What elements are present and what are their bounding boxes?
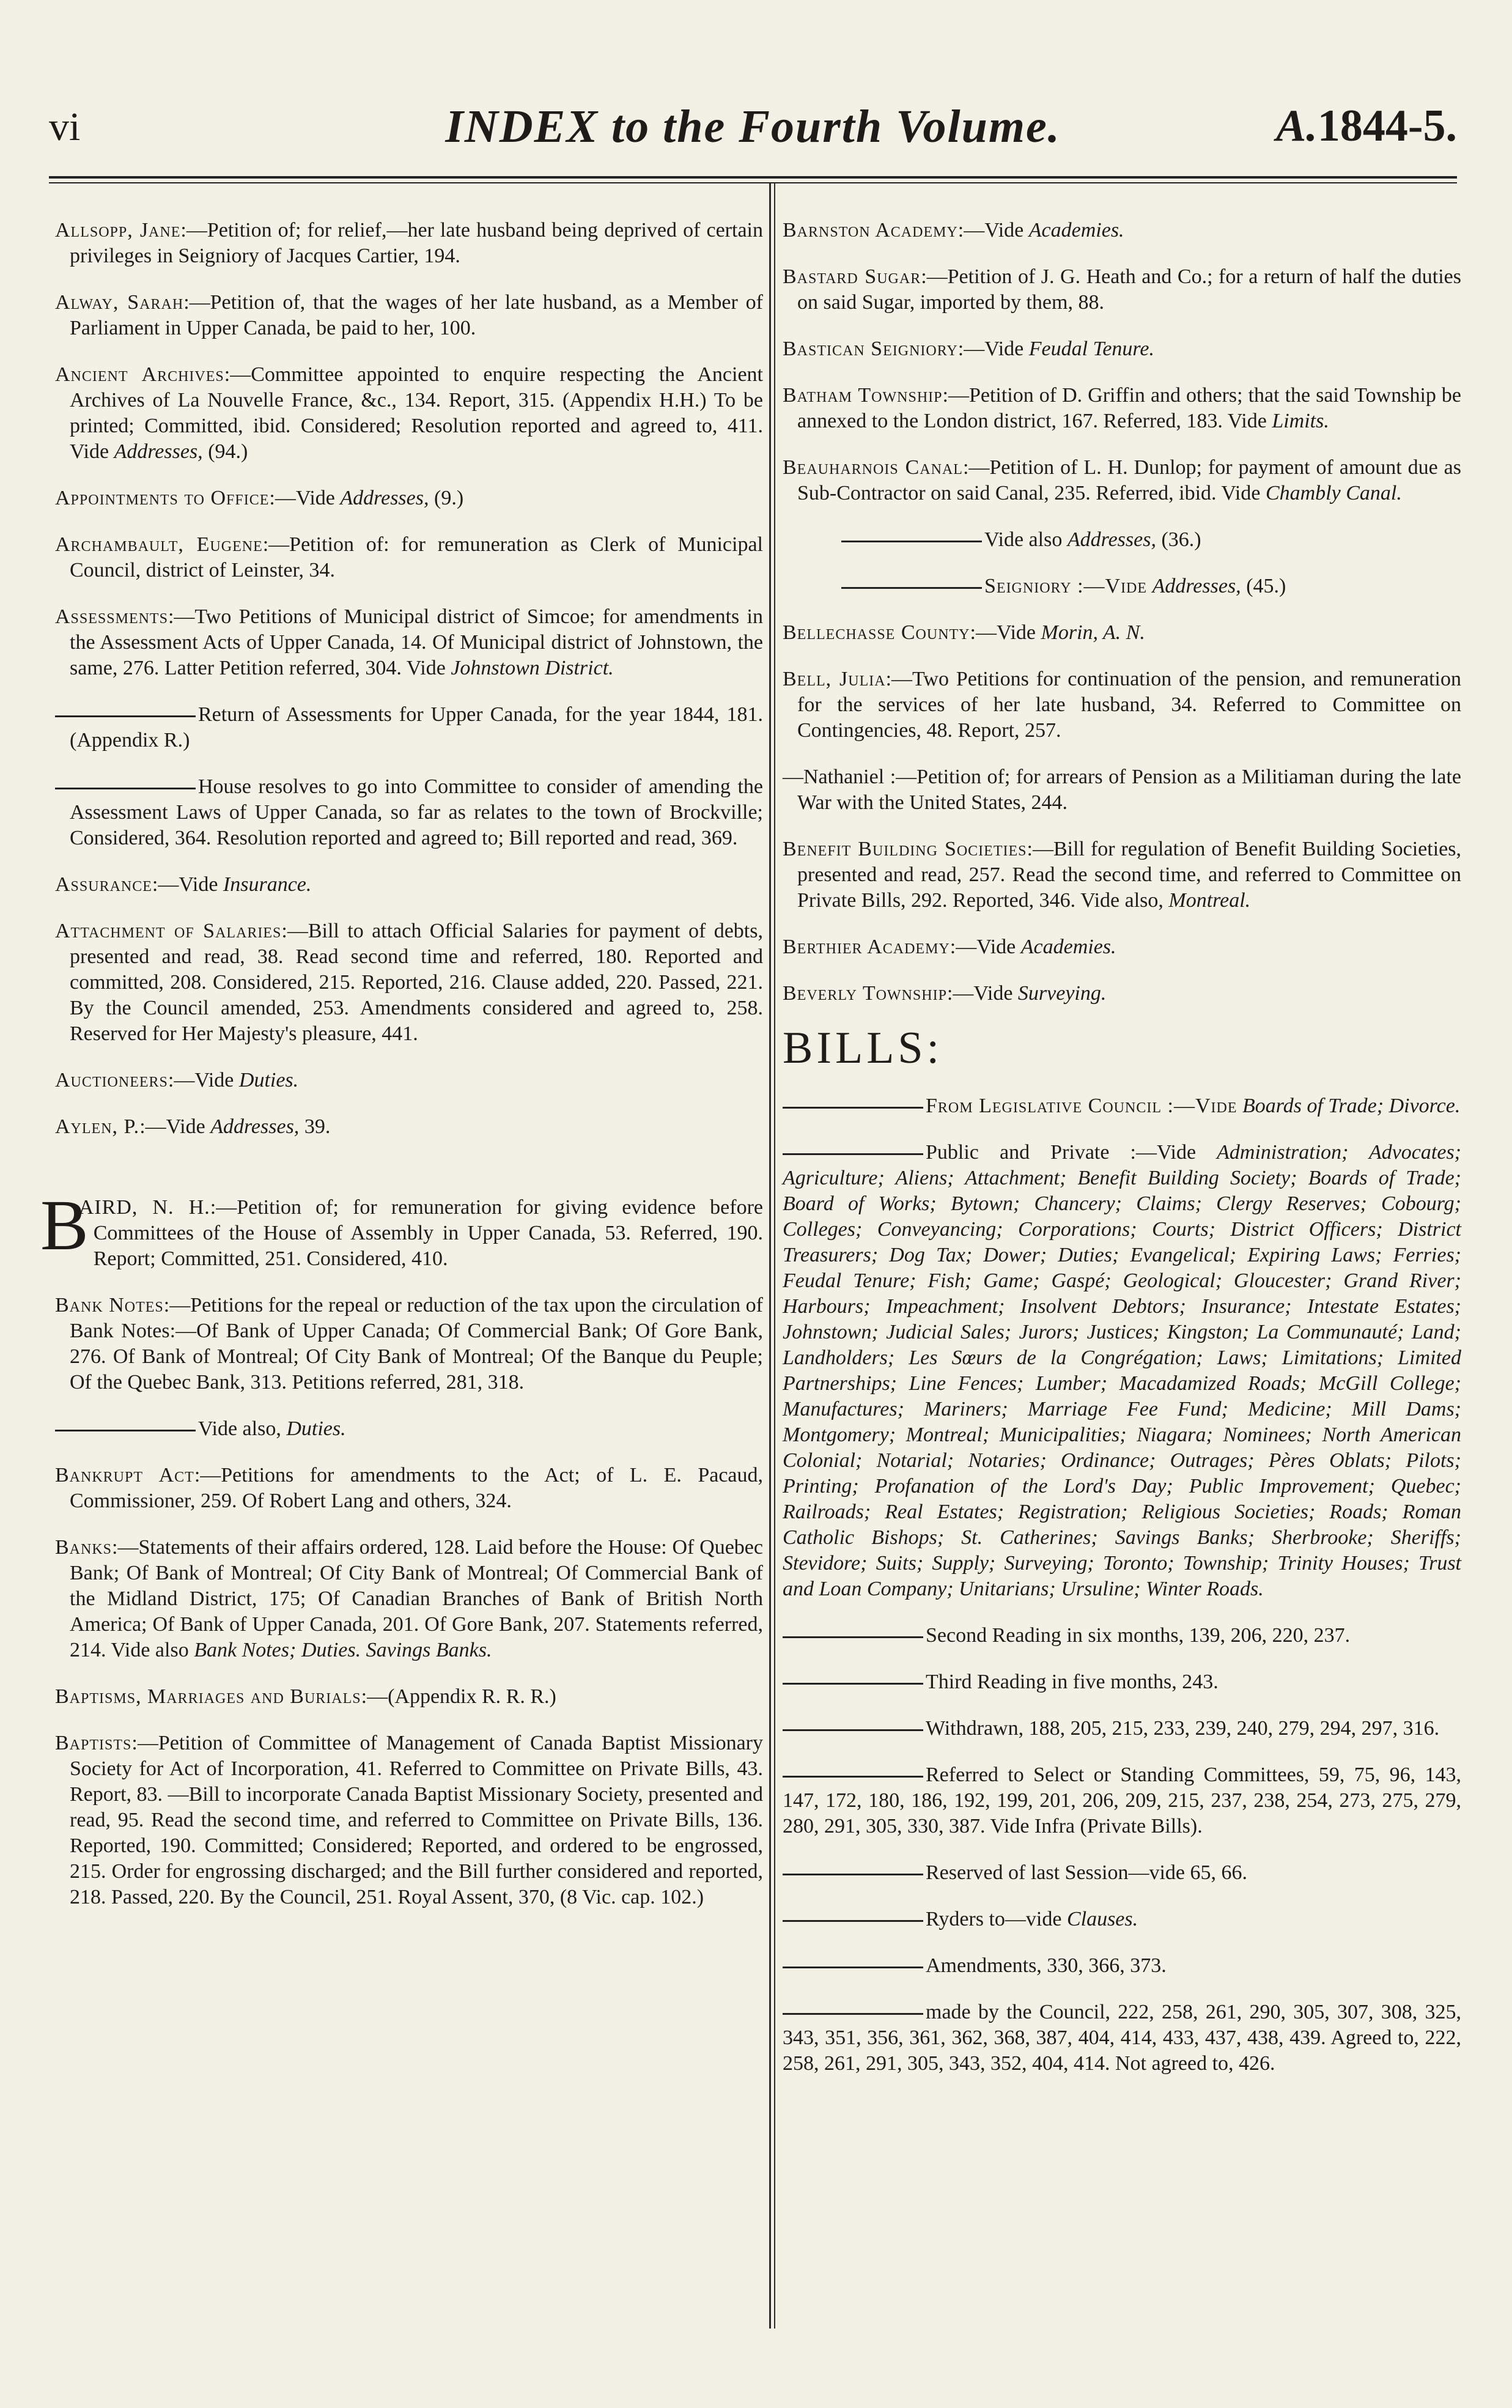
drop-cap: B (40, 1185, 89, 1265)
cross-reference: Boards of Trade; Divorce. (1242, 1095, 1461, 1117)
entry-text: :—Vide (946, 982, 1013, 1005)
entry-text: :—Vide (950, 936, 1016, 958)
entry-aylen (55, 1114, 763, 1140)
entry-bankrupt-act (55, 1463, 763, 1514)
bills-made-by-council (783, 2000, 1461, 2077)
cross-reference: Administration; Advocates; Agriculture; Aliens; Attachment; Benefit Building Society; Boards of Trade; Board of Works; Bytown; Chancery; Claims; Clergy Reserves; Cobourg; Colleges; Conveyancing; Corporations; Courts; District Officers; District Treasurers; Dog Tax; Dower; Duties; Evangelical; Expiring Laws; Ferries; Feudal Tenure; Fish; Game; Gaspé; Geological; Gloucester; Grand River; Harbours; Impeachment; Insolvent Debtors; Insurance; Intestate Estates; Johnstown; Judicial Sales; Jurors; Justices; Kingston; La Communauté; Land; Landholders; Les Sœurs de la Congrégation; Laws; Limitations; Limited Partnerships; Line Fences; Lumber; Macadamized Roads; McGill College; Manufactures; Mariners; Marriage Fee Fund; Medicine; Mill Dams; Montgomery; Montreal; Municipalities; Niagara; Nominees; North American Colonial; Notarial; Notaries; Ordinance; Outrages; Pères Oblats; Pilots; Printing; Profanation of the Lord's Day; Public Improvement; Quebec; Railroads; Real Estates; Registration; Religious Societies; Roads; Roman Catholic Bishops; St. Catherines; Savings Banks; Sherbrooke; Sheriffs; Stevidore; Suits; Supply; Surveying; Toronto; Township; Trinity Houses; Trust and Loan Company; Unitarians; Ursuline; Winter Roads. (783, 1141, 1461, 1600)
entry-text: Return of Assessments for Upper Canada, for the year 1844, 181. (Appendix R.) (70, 703, 763, 752)
bills-public-private (783, 1140, 1461, 1602)
entry-text: Vide also (984, 528, 1063, 551)
entry-assessments (55, 604, 763, 681)
entry-text: :—Petition of D. Griffin and others; that the said Township be annexed to the London district, 167. Referred, 183. Vide (797, 384, 1461, 432)
ditto-rule (55, 715, 196, 717)
cross-reference: Montreal. (1168, 889, 1251, 912)
entry-beverly (783, 981, 1461, 1006)
entry-heading: Allsopp, Jane (55, 219, 181, 242)
entry-heading: Berthier Academy (783, 936, 950, 958)
entry-appointments (55, 486, 763, 511)
entry-heading: Bell, Julia (783, 668, 886, 690)
column-divider (769, 183, 771, 2329)
entry-barnston (783, 218, 1461, 243)
entry-text: :—Bill for regulation of Benefit Building Societies, presented and read, 257. Read the second time, and referred to Committee on Private Bills, 292. Reported, 346. Vide also, (797, 838, 1461, 912)
entry-text: Third Reading in five months, 243. (926, 1671, 1219, 1693)
entry-baird (40, 1185, 763, 1272)
entry-auctioneers (55, 1068, 763, 1093)
year-value: 1844-5. (1317, 101, 1457, 151)
entry-text: Referred to Select or Standing Committees, 59, 75, 96, 143, 147, 172, 180, 186, 192, 199, 201, 206, 209, 215, 237, 238, 254, 273, 275, 279, 280, 291, 305, 330, 387. Vide Infra (Private Bills). (783, 1764, 1461, 1837)
entry-heading: Bankrupt Act (55, 1464, 194, 1487)
entry-text: :—Vide (957, 219, 1024, 242)
entry-text: Ryders to—vide (926, 1908, 1062, 1930)
entry-text: :—Committee appointed to enquire respecting the Ancient Archives of La Nouvelle France, &c., 134. Report, 315. (Appendix H.H.) To be printed; Committed, ibid. Considered; Resolution reported and agreed to, 411. Vide (70, 363, 763, 463)
ditto-rule (783, 1683, 923, 1685)
entry-assurance (55, 872, 763, 898)
column-divider-inner (774, 183, 775, 2329)
ditto-rule (783, 1920, 923, 1922)
ditto-rule (783, 2013, 923, 2015)
cross-reference: Limits. (1272, 410, 1329, 432)
ditto-rule (841, 541, 982, 542)
entry-text: House resolves to go into Committee to consider of amending the Assessment Laws of Upper Canada, so far as relates to the town of Brockville; Considered, 364. Resolution reported and agreed to; Bill reported and read, 369. (70, 775, 763, 849)
entry-beauharnois-also (783, 527, 1461, 553)
header-rule-thick (49, 176, 1457, 179)
cross-reference: Insurance. (223, 873, 312, 896)
entry-text: (9.) (434, 487, 464, 509)
entry-text: :—Vide (970, 621, 1036, 644)
bills-amendments (783, 1953, 1461, 1979)
entry-heading: Attachment of Salaries (55, 920, 282, 942)
entry-heading: Assessments (55, 605, 168, 628)
bills-reserved (783, 1860, 1461, 1886)
entry-bastican (783, 336, 1461, 362)
entry-heading: Beauharnois Canal (783, 456, 963, 479)
ditto-rule (55, 1430, 196, 1431)
entry-text: :—Statements of their affairs ordered, 128. Laid before the House: Of Quebec Bank; Of Bank of Montreal; Of City Bank of Montreal; Of Commercial Bank of the Midland District, 175; Of Canadian Branches of Bank of British North America; Of Bank of Upper Canada, 201. Of Gore Bank, 207. Statements referred, 214. Vide also (70, 1536, 763, 1661)
entry-heading: Appointments to Office (55, 487, 270, 509)
ditto-rule (55, 788, 196, 789)
entry-bell-nathaniel (783, 764, 1461, 816)
bills-ryders (783, 1907, 1461, 1932)
entry-text: (45.) (1246, 575, 1286, 597)
entry-text: :—Vide (139, 1115, 205, 1138)
entry-bank-notes (55, 1293, 763, 1395)
bills-second-reading (783, 1623, 1461, 1649)
cross-reference: Duties. (286, 1417, 346, 1440)
left-column (40, 197, 763, 1927)
entry-text: Amendments, 330, 366, 373. (926, 1954, 1167, 1977)
bills-withdrawn (783, 1716, 1461, 1741)
entry-bell-julia (783, 667, 1461, 744)
entry-heading: Archambault, Eugene (55, 533, 263, 556)
cross-reference: Surveying. (1017, 982, 1107, 1005)
cross-reference: Addresses, (340, 487, 429, 509)
entry-text: :—Two Petitions of Municipal district of Simcoe; for amendments in the Assessment Acts of Upper Canada, 14. Of Municipal district of Johnstown, the same, 276. Latter Petition referred, 304. Vide (70, 605, 763, 679)
year-prefix: A. (1275, 101, 1318, 151)
ditto-rule (783, 1874, 923, 1875)
entry-heading: Alway, Sarah (55, 291, 184, 314)
entry-text: (36.) (1161, 528, 1201, 551)
entry-baptisms (55, 1684, 763, 1710)
bills-legislative-council (783, 1093, 1461, 1119)
entry-heading: Bastican Seigniory (783, 338, 958, 360)
entry-text: :—Bill to attach Official Salaries for payment of debts, presented and read, 38. Read second time and referred, 180. Reported and committed, 208. Considered, 215. Reported, 216. Clause added, 220. Passed, 221. By the Council amended, 253. Amendments considered and agreed to, 258. Reserved for Her Majesty's pleasure, 441. (70, 920, 763, 1045)
entry-archambault (55, 532, 763, 583)
entry-text: :—Vide (152, 873, 218, 896)
cross-reference: Morin, A. N. (1041, 621, 1145, 644)
entry-text: :—Vide (957, 338, 1024, 360)
entry-bellechasse (783, 620, 1461, 646)
entry-text: :—Petition of J. G. Heath and Co.; for a return of half the duties on said Sugar, imported by them, 88. (797, 265, 1461, 314)
entry-text: :—Two Petitions for continuation of the pension, and remuneration for the services of her late husband, 34. Referred to Committee on Contingencies, 48. Report, 257. (797, 668, 1461, 742)
entry-heading: Baptists (55, 1732, 132, 1754)
cross-reference: Addresses, (1067, 528, 1156, 551)
volume-year (1276, 100, 1457, 152)
page-title: INDEX to the Fourth Volume. (445, 101, 1061, 152)
entry-text: :—Petition of, that the wages of her late husband, as a Member of Parliament in Upper Canada, be paid to her, 100. (70, 291, 763, 339)
entry-text: From Legislative Council :—Vide (926, 1095, 1237, 1117)
entry-heading: Auctioneers (55, 1069, 168, 1091)
entry-text: :—Petition of: for remuneration as Clerk of Municipal Council, district of Leinster, 34. (70, 533, 763, 582)
entry-text: Reserved of last Session—vide 65, 66. (926, 1861, 1247, 1884)
entry-heading: Assurance (55, 873, 152, 896)
cross-reference: Clauses. (1066, 1908, 1138, 1930)
bills-referred (783, 1762, 1461, 1839)
entry-text: :—Vide (168, 1069, 234, 1091)
entry-text: :—Petitions for amendments to the Act; of L. E. Pacaud, Commissioner, 259. Of Robert Lang and others, 324. (70, 1464, 763, 1512)
entry-attachment (55, 918, 763, 1047)
entry-text: 39. (304, 1115, 331, 1138)
entry-heading: Bank Notes (55, 1294, 164, 1317)
entry-batham (783, 383, 1461, 434)
entry-text: Public and Private :—Vide (926, 1141, 1197, 1164)
entry-text: :—Petition of; for remuneration for giving evidence before Committees of the House of Assembly in Upper Canada, 53. Referred, 190. Report; Committed, 251. Considered, 410. (93, 1196, 763, 1270)
entry-text: :—Petition of L. H. Dunlop; for payment of amount due as Sub-Contractor on said Canal, 235. Referred, ibid. Vide (797, 456, 1462, 504)
ditto-rule (783, 1967, 923, 1968)
entry-heading: Baptisms, Marriages and Burials (55, 1685, 361, 1708)
entry-text: Second Reading in six months, 139, 206, 220, 237. (926, 1624, 1351, 1647)
entry-allsopp (55, 218, 763, 269)
cross-reference: Johnstown District. (451, 657, 614, 679)
entry-heading: Bellechasse County (783, 621, 970, 644)
entry-heading: Bastard Sugar (783, 265, 921, 288)
ditto-rule (783, 1107, 923, 1109)
entry-heading: AIRD, N. H. (78, 1196, 210, 1219)
cross-reference: Academies. (1028, 219, 1124, 242)
ditto-rule (841, 587, 982, 589)
entry-heading: Aylen, P. (55, 1115, 140, 1138)
entry-assessments-return (55, 702, 763, 753)
ditto-rule (783, 1729, 923, 1731)
entry-heading: Beverly Township (783, 982, 947, 1005)
entry-text: (94.) (208, 440, 248, 463)
bills-third-reading (783, 1669, 1461, 1695)
right-column (783, 197, 1461, 2085)
cross-reference: Addresses, (210, 1115, 300, 1138)
cross-reference: Chambly Canal. (1265, 482, 1402, 504)
entry-text: :—Petition of; for relief,—her late husband being deprived of certain privileges in Seigniory of Jacques Cartier, 194. (70, 219, 763, 267)
entry-beauharnois (783, 455, 1461, 506)
entry-benefit-building (783, 837, 1461, 914)
entry-text: Seigniory :—Vide (984, 575, 1148, 597)
entry-heading: Ancient Archives (55, 363, 224, 386)
entry-text: :—Petition of Committee of Management of Canada Baptist Missionary Society for Act of Incorporation, 41. Referred to Committee on Private Bills, 43. Report, 83. —Bill to incorporate Canada Baptist Missionary Society, presented and read, 95. Read the second time, and referred to Committee on Private Bills, 136. Reported, 190. Committed; Considered; Reported, and ordered to be engrossed, 215. Order for engrossing discharged; and the Bill further considered and reported, 218. Passed, 220. By the Council, 251. Royal Assent, 370, (8 Vic. cap. 102.) (70, 1732, 763, 1908)
entry-banks (55, 1535, 763, 1663)
entry-berthier (783, 934, 1461, 960)
entry-beauharnois-seigniory (783, 574, 1461, 599)
entry-text: :—Petitions for the repeal or reduction of the tax upon the circulation of Bank Notes:—Of Bank of Upper Canada; Of Commercial Bank; Of Gore Bank, 276. Of Bank of Montreal; Of City Bank of Montreal; Of the Banque du Peuple; Of the Quebec Bank, 313. Petitions referred, 281, 318. (70, 1294, 763, 1394)
ditto-rule (783, 1153, 923, 1155)
entry-alway (55, 290, 763, 341)
ditto-rule (783, 1636, 923, 1638)
entry-heading: Benefit Building Societies (783, 838, 1027, 860)
header-rule-thin (49, 182, 1457, 183)
entry-baptists (55, 1730, 763, 1910)
page-header (49, 92, 1457, 159)
entry-bank-notes-vide (55, 1416, 763, 1442)
entry-text: Vide also, (198, 1417, 281, 1440)
cross-reference: Addresses, (1152, 575, 1241, 597)
bills-section-title: BILLS: (783, 1023, 943, 1073)
entry-text: :—(Appendix R. R. R.) (361, 1685, 556, 1708)
entry-heading: Barnston Academy (783, 219, 958, 242)
cross-reference: Academies. (1020, 936, 1116, 958)
entry-heading: Batham Township (783, 384, 943, 407)
entry-text: —Nathaniel :—Petition of; for arrears of Pension as a Militiaman during the late War with the United States, 244. (783, 766, 1461, 814)
cross-reference: Feudal Tenure. (1028, 338, 1154, 360)
entry-text: :—Vide (269, 487, 335, 509)
entry-ancient-archives (55, 362, 763, 465)
cross-reference: Duties. (238, 1069, 299, 1091)
entry-assessments-house (55, 774, 763, 851)
entry-bastard-sugar (783, 264, 1461, 316)
entry-text: made by the Council, 222, 258, 261, 290, 305, 307, 308, 325, 343, 351, 356, 361, 362, 368, 387, 404, 414, 433, 437, 438, 439. Agreed to, 222, 258, 261, 291, 305, 343, 352, 404, 414. Not agreed to, 426. (783, 2001, 1461, 2075)
ditto-rule (783, 1776, 923, 1778)
entry-text: Withdrawn, 188, 205, 215, 233, 239, 240, 279, 294, 297, 316. (926, 1717, 1440, 1740)
cross-reference: Addresses, (114, 440, 203, 463)
page-number: vi (49, 105, 81, 149)
cross-reference: Bank Notes; Duties. Savings Banks. (194, 1639, 492, 1661)
entry-heading: Banks (55, 1536, 112, 1559)
